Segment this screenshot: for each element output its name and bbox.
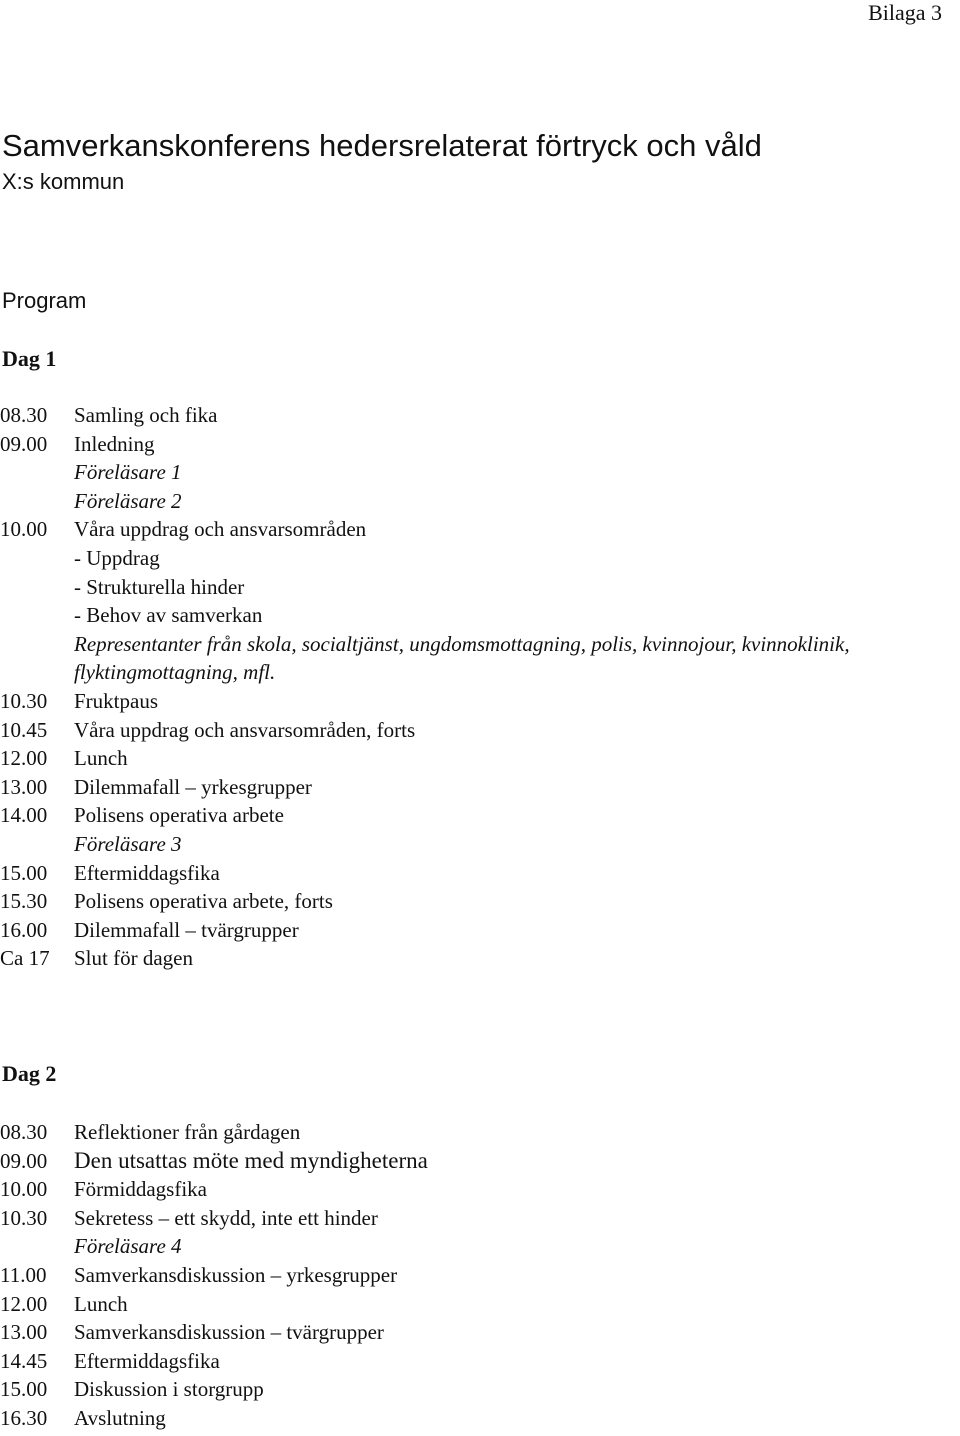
- schedule-item: Våra uppdrag och ansvarsområden: [74, 517, 367, 542]
- schedule-row: [0, 687, 960, 716]
- schedule-item: Avslutning: [74, 1405, 166, 1430]
- schedule-row: [0, 1290, 960, 1319]
- schedule-item: Samverkansdiskussion – yrkesgrupper: [74, 1262, 398, 1287]
- schedule-time: [0, 573, 74, 602]
- schedule-time: [0, 630, 74, 659]
- schedule-time: 16.30: [0, 1405, 48, 1430]
- schedule-time: 15.00: [0, 1377, 48, 1402]
- schedule-item: Polisens operativa arbete, forts: [74, 889, 333, 914]
- schedule-time: 11.00: [0, 1262, 47, 1287]
- schedule-row: [0, 401, 960, 430]
- schedule-row: [0, 887, 960, 916]
- schedule-time: [0, 1232, 74, 1261]
- schedule-time: 08.30: [0, 1120, 48, 1144]
- schedule-time: 10.00: [0, 517, 48, 542]
- schedule-time: [0, 830, 74, 859]
- schedule-row: [0, 830, 960, 859]
- schedule-item: Samling och fika: [74, 403, 218, 427]
- schedule-row: [0, 1232, 960, 1261]
- schedule-item: Dilemmafall – yrkesgrupper: [74, 774, 312, 799]
- schedule-time: 13.00: [0, 1320, 48, 1345]
- schedule-item: Förmiddagsfika: [74, 1177, 207, 1202]
- schedule-row: [0, 487, 960, 516]
- schedule-time: [0, 458, 74, 487]
- schedule-row: [0, 458, 960, 487]
- schedule-time: [0, 544, 74, 573]
- schedule-time: 13.00: [0, 774, 48, 799]
- speaker-line: flyktingmottagning, mfl.: [74, 660, 276, 685]
- schedule-row: [0, 573, 960, 602]
- schedule-row: [0, 544, 960, 573]
- schedule-row: [0, 515, 960, 544]
- schedule-row: [0, 601, 960, 630]
- schedule-item: Samverkansdiskussion – tvärgrupper: [74, 1320, 384, 1345]
- schedule-time: [0, 601, 74, 630]
- speaker-line: Föreläsare 1: [74, 460, 182, 485]
- schedule-time: 10.30: [0, 688, 48, 713]
- day1-schedule: [0, 401, 960, 973]
- schedule-time: 14.00: [0, 803, 48, 828]
- schedule-row: [0, 744, 960, 773]
- annex-label: Bilaga 3: [868, 0, 942, 25]
- speaker-line: Representanter från skola, socialtjänst, ungdomsmottagning, polis, kvinnojour, kvinnoklinik,: [74, 631, 850, 656]
- schedule-item: Eftermiddagsfika: [74, 860, 220, 885]
- schedule-item: - Strukturella hinder: [74, 574, 245, 599]
- day2-schedule: [0, 1118, 960, 1433]
- schedule-row: [0, 1347, 960, 1376]
- schedule-row: [0, 1204, 960, 1233]
- schedule-time: 08.30: [0, 403, 48, 427]
- schedule-item: Slut för dagen: [74, 946, 193, 971]
- schedule-item: Dilemmafall – tvärgrupper: [74, 917, 299, 942]
- schedule-item: Diskussion i storgrupp: [74, 1377, 264, 1402]
- schedule-time: [0, 487, 74, 516]
- schedule-time: 09.00: [0, 431, 48, 456]
- schedule-time: 12.00: [0, 746, 48, 771]
- schedule-row: [0, 773, 960, 802]
- schedule-item: Fruktpaus: [74, 688, 158, 713]
- page-title: Samverkanskonferens hedersrelaterat förtryck och våld: [2, 128, 762, 163]
- schedule-time: 10.30: [0, 1205, 48, 1230]
- schedule-row: [0, 944, 960, 973]
- schedule-item: Eftermiddagsfika: [74, 1348, 220, 1373]
- schedule-item: Den utsattas möte med myndigheterna: [74, 1147, 428, 1173]
- schedule-time: 12.00: [0, 1291, 48, 1316]
- day2-heading: Dag 2: [2, 1061, 57, 1086]
- page-subtitle: X:s kommun: [2, 169, 125, 194]
- speaker-line: Föreläsare 2: [74, 488, 182, 513]
- schedule-item: - Behov av samverkan: [74, 603, 263, 628]
- schedule-item: Lunch: [74, 1291, 128, 1316]
- schedule-row: [0, 859, 960, 888]
- schedule-time: 15.30: [0, 889, 48, 914]
- schedule-time: Ca 17: [0, 946, 50, 971]
- speaker-line: Föreläsare 3: [74, 831, 182, 856]
- schedule-row: [0, 801, 960, 830]
- schedule-item: Polisens operativa arbete: [74, 803, 284, 828]
- schedule-row: [0, 716, 960, 745]
- schedule-row: [0, 630, 960, 659]
- schedule-row: [0, 1404, 960, 1433]
- day1-heading: Dag 1: [2, 346, 57, 371]
- schedule-row: [0, 430, 960, 459]
- schedule-row: [0, 1175, 960, 1204]
- schedule-time: 10.00: [0, 1177, 48, 1202]
- schedule-row: [0, 1261, 960, 1290]
- schedule-time: 15.00: [0, 860, 48, 885]
- schedule-item: Våra uppdrag och ansvarsområden, forts: [74, 717, 416, 742]
- schedule-time: 10.45: [0, 717, 48, 742]
- schedule-item: - Uppdrag: [74, 545, 160, 570]
- schedule-row: [0, 658, 960, 687]
- schedule-time: 09.00: [0, 1148, 48, 1173]
- program-heading: Program: [2, 288, 87, 313]
- schedule-row: [0, 916, 960, 945]
- schedule-time: [0, 658, 74, 687]
- schedule-row: [0, 1318, 960, 1347]
- schedule-time: 16.00: [0, 917, 48, 942]
- schedule-row: [0, 1118, 960, 1147]
- schedule-item: Inledning: [74, 431, 155, 456]
- schedule-item: Reflektioner från gårdagen: [74, 1120, 301, 1144]
- schedule-item: Lunch: [74, 746, 128, 771]
- schedule-time: 14.45: [0, 1348, 48, 1373]
- schedule-row: [0, 1147, 960, 1176]
- schedule-item: Sekretess – ett skydd, inte ett hinder: [74, 1205, 378, 1230]
- speaker-line: Föreläsare 4: [74, 1234, 182, 1259]
- schedule-row: [0, 1375, 960, 1404]
